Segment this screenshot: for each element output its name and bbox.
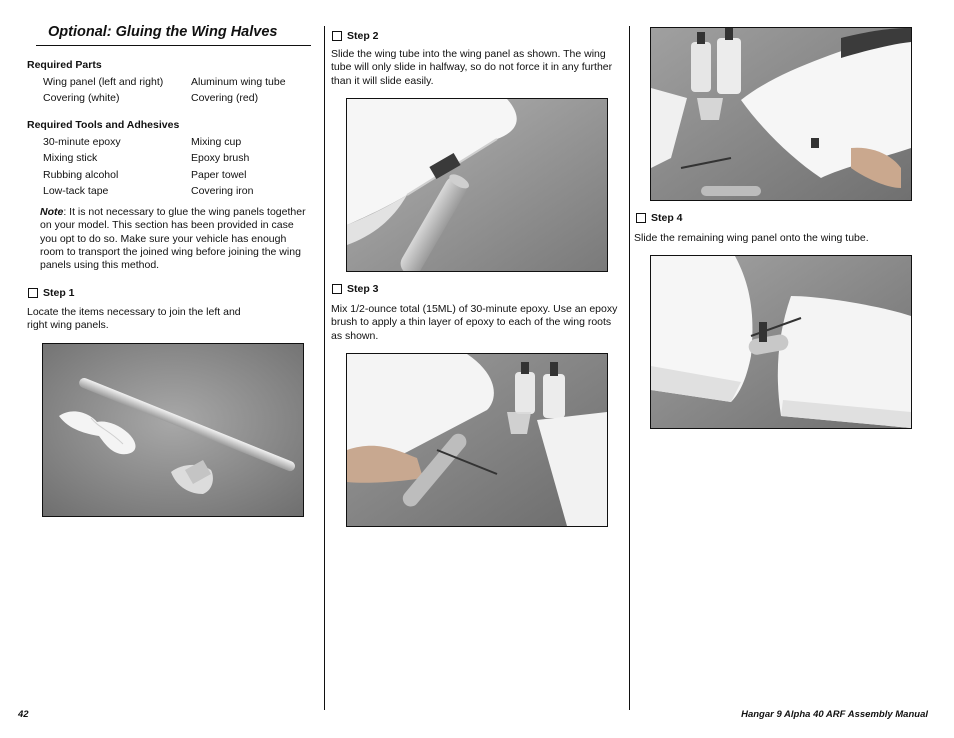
step-label: Step 3 xyxy=(347,283,379,295)
required-tools-heading: Required Tools and Adhesives xyxy=(27,119,180,131)
checkbox-icon[interactable] xyxy=(636,213,646,223)
list-item: Mixing stick xyxy=(43,152,98,165)
list-item: Epoxy brush xyxy=(191,152,250,165)
step-label: Step 4 xyxy=(651,212,683,224)
step-4-heading xyxy=(636,212,683,224)
column-divider xyxy=(629,26,630,710)
step-3b-photo xyxy=(650,27,912,201)
required-parts-list xyxy=(43,76,311,106)
list-item: 30-minute epoxy xyxy=(43,136,121,148)
step-3-photo xyxy=(346,353,608,527)
list-item: Aluminum wing tube xyxy=(191,76,286,88)
step-4-text: Slide the remaining wing panel onto the wing tube. xyxy=(634,232,869,244)
checkbox-icon[interactable] xyxy=(28,288,38,298)
list-item: Covering iron xyxy=(191,184,254,197)
step-label: Step 2 xyxy=(347,30,379,42)
step-3-heading xyxy=(332,283,379,295)
checkbox-icon[interactable] xyxy=(332,284,342,294)
required-tools-list xyxy=(43,136,311,198)
list-item: Low-tack tape xyxy=(43,184,109,197)
list-item: Rubbing alcohol xyxy=(43,168,119,181)
step-3-text: Mix 1/2-ounce total (15ML) of 30-minute epoxy. Use an epoxy brush to apply a thin layer of epoxy to each of the wing roots as shown. xyxy=(331,303,618,342)
title-rule xyxy=(36,45,311,46)
step-2-photo xyxy=(346,98,608,272)
note-label: Note xyxy=(40,206,64,218)
list-item: Wing panel (left and right) xyxy=(43,76,164,88)
step-1-heading xyxy=(28,287,75,299)
page-number: 42 xyxy=(18,709,29,720)
list-item: Covering (red) xyxy=(191,92,259,105)
list-item: Mixing cup xyxy=(191,136,242,148)
step-2-heading xyxy=(332,30,379,42)
list-item: Paper towel xyxy=(191,168,247,181)
manual-title: Hangar 9 Alpha 40 ARF Assembly Manual xyxy=(741,709,928,720)
section-title: Optional: Gluing the Wing Halves xyxy=(48,24,278,40)
step-1-text: Locate the items necessary to join the left and right wing panels. xyxy=(27,306,241,332)
step-2-text: Slide the wing tube into the wing panel as shown. The wing tube will only slide in halfway, so do not force it in any further than it will slide easily. xyxy=(331,48,613,87)
step-4-photo xyxy=(650,255,912,429)
required-parts-heading: Required Parts xyxy=(27,59,102,71)
step-label: Step 1 xyxy=(43,287,75,299)
note-paragraph xyxy=(40,206,312,272)
note-text: : It is not necessary to glue the wing panels together on your model. This section has been provided in case you opt to do so. Make sure your vehicle has enough room to transport the joined wing before joining the wing panels using this method. xyxy=(40,206,306,272)
step-1-photo xyxy=(42,343,304,517)
checkbox-icon[interactable] xyxy=(332,31,342,41)
column-divider xyxy=(324,26,325,710)
list-item: Covering (white) xyxy=(43,92,120,105)
